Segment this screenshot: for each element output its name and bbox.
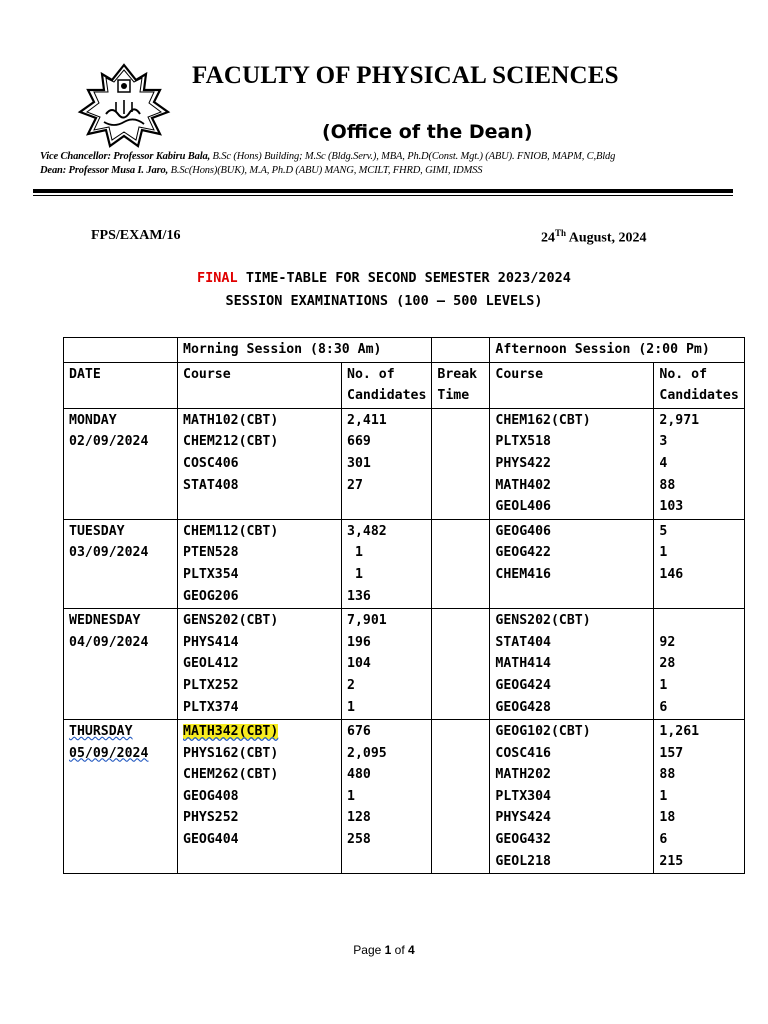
candidate-count: 3 bbox=[659, 434, 668, 450]
memo-date bbox=[541, 228, 647, 247]
candidates-header-line-2: Candidates bbox=[347, 388, 427, 404]
candidate-count: 215 bbox=[659, 853, 684, 869]
morning-courses-cell bbox=[178, 609, 342, 720]
memo-reference: FPS/EXAM/16 bbox=[91, 228, 181, 243]
course-code: PLTX518 bbox=[495, 434, 551, 450]
course-code: GEOG406 bbox=[495, 523, 551, 539]
break-header-line-2: Time bbox=[437, 388, 470, 404]
course-code: PHYS414 bbox=[183, 634, 239, 650]
candidate-count: 4 bbox=[659, 455, 668, 471]
break-time-column-header bbox=[432, 362, 490, 408]
morning-candidates-cell bbox=[342, 609, 432, 720]
timetable-title-line-2: SESSION EXAMINATIONS (100 – 500 LEVELS) bbox=[225, 293, 543, 309]
day-name-text: THURSDAY bbox=[69, 724, 133, 740]
exam-date-text: 05/09/2024 bbox=[69, 745, 149, 761]
course-code: CHEM262(CBT) bbox=[183, 767, 279, 783]
course-code: GEOG408 bbox=[183, 788, 239, 804]
course-code: MATH102(CBT) bbox=[183, 412, 279, 428]
morning-courses-cell bbox=[178, 408, 342, 519]
page-number: 1 bbox=[384, 943, 392, 957]
morning-candidates-cell bbox=[342, 720, 432, 874]
candidate-count: 1 bbox=[659, 788, 668, 804]
course-code: PHYS162(CBT) bbox=[183, 745, 279, 761]
date-rest: August, 2024 bbox=[566, 230, 647, 246]
course-code: STAT408 bbox=[183, 477, 239, 493]
page-total: 4 bbox=[408, 943, 415, 957]
course-code: PHYS252 bbox=[183, 810, 239, 826]
candidate-count: 1 bbox=[347, 566, 363, 582]
candidate-count: 18 bbox=[659, 810, 676, 826]
header-rule-thin bbox=[33, 195, 733, 196]
course-code: GEOG102(CBT) bbox=[495, 724, 591, 740]
course-code: GEOG206 bbox=[183, 588, 239, 604]
break-time-cell bbox=[432, 408, 490, 519]
course-code: MATH402 bbox=[495, 477, 551, 493]
course-code: COSC416 bbox=[495, 745, 551, 761]
course-code: CHEM112(CBT) bbox=[183, 523, 279, 539]
candidate-count: 7,901 bbox=[347, 613, 387, 629]
candidate-count: 2,411 bbox=[347, 412, 387, 428]
break-time-cell bbox=[432, 519, 490, 608]
course-code: COSC406 bbox=[183, 455, 239, 471]
morning-candidates-cell bbox=[342, 519, 432, 608]
afternoon-candidates-cell bbox=[654, 408, 744, 519]
course-code: STAT404 bbox=[495, 634, 551, 650]
candidates-header-line-1: No. of bbox=[347, 366, 395, 382]
candidate-count: 1 bbox=[347, 545, 363, 561]
afternoon-candidates-cell bbox=[654, 609, 744, 720]
candidate-count: 27 bbox=[347, 477, 363, 493]
course-code: GENS202(CBT) bbox=[495, 613, 591, 629]
course-code: GEOL406 bbox=[495, 499, 551, 515]
course-code: GEOG432 bbox=[495, 832, 551, 848]
session-header-row bbox=[64, 338, 745, 363]
university-crest-logo bbox=[76, 62, 172, 150]
course-code: PTEN528 bbox=[183, 545, 239, 561]
candidate-count: 3,482 bbox=[347, 523, 387, 539]
morning-courses-cell bbox=[178, 720, 342, 874]
course-code: PHYS424 bbox=[495, 810, 551, 826]
afternoon-candidates-column-header bbox=[654, 362, 744, 408]
course-code: GEOL218 bbox=[495, 853, 551, 869]
day-date-cell bbox=[64, 720, 178, 874]
day-name bbox=[69, 721, 172, 743]
morning-session-header: Morning Session (8:30 Am) bbox=[178, 338, 432, 363]
candidate-count: 104 bbox=[347, 656, 371, 672]
candidate-count: 196 bbox=[347, 634, 371, 650]
course-code: GEOL412 bbox=[183, 656, 239, 672]
date-suffix: Th bbox=[555, 228, 567, 238]
candidate-count: 92 bbox=[659, 634, 676, 650]
dean-line bbox=[40, 165, 482, 176]
afternoon-session-header: Afternoon Session (2:00 Pm) bbox=[490, 338, 744, 363]
final-word: FINAL bbox=[197, 270, 238, 286]
course-code: PLTX374 bbox=[183, 699, 239, 715]
office-title: (Office of the Dean) bbox=[322, 121, 533, 143]
candidate-count: 88 bbox=[659, 477, 676, 493]
course-code: GEOG428 bbox=[495, 699, 551, 715]
break-time-cell bbox=[432, 720, 490, 874]
exam-date: 02/09/2024 bbox=[69, 434, 149, 450]
candidate-count: 2 bbox=[347, 677, 355, 693]
empty-break-header-cell bbox=[432, 338, 490, 363]
highlighted-course-code: MATH342(CBT) bbox=[183, 724, 279, 740]
afternoon-course-column-header: Course bbox=[490, 362, 654, 408]
candidate-count: 301 bbox=[347, 455, 371, 471]
course-code: PLTX304 bbox=[495, 788, 551, 804]
course-code: CHEM162(CBT) bbox=[495, 412, 591, 428]
exam-date: 04/09/2024 bbox=[69, 634, 149, 650]
dean-name: Dean: Professor Musa I. Jaro, bbox=[40, 165, 169, 176]
exam-timetable bbox=[63, 337, 745, 874]
page-word: Page bbox=[353, 943, 382, 957]
dean-qualifications: B.Sc(Hons)(BUK), M.A, Ph.D (ABU) MANG, MCILT, FHRD, GIMI, IDMSS bbox=[170, 165, 483, 176]
course-code: GENS202(CBT) bbox=[183, 613, 279, 629]
title-line-1-rest: TIME-TABLE FOR SECOND SEMESTER 2023/2024 bbox=[237, 270, 571, 286]
course-code: GEOG424 bbox=[495, 677, 551, 693]
empty-header-cell bbox=[64, 338, 178, 363]
candidates-header-line-2: Candidates bbox=[659, 388, 739, 404]
of-word: of bbox=[394, 943, 405, 957]
morning-candidates-cell bbox=[342, 408, 432, 519]
candidate-count: 88 bbox=[659, 767, 676, 783]
date-column-header: DATE bbox=[64, 362, 178, 408]
candidate-count: 676 bbox=[347, 724, 371, 740]
vc-name: Vice Chancellor: Professor Kabiru Bala, bbox=[40, 151, 211, 162]
candidate-count: 128 bbox=[347, 810, 371, 826]
break-time-cell bbox=[432, 609, 490, 720]
afternoon-candidates-cell bbox=[654, 720, 744, 874]
break-header-line-1: Break bbox=[437, 366, 478, 382]
candidates-header-line-1: No. of bbox=[659, 366, 708, 382]
candidate-count: 1,261 bbox=[659, 724, 700, 740]
afternoon-candidates-cell bbox=[654, 519, 744, 608]
day-row bbox=[64, 609, 745, 720]
column-header-row bbox=[64, 362, 745, 408]
exam-date: 03/09/2024 bbox=[69, 545, 149, 561]
day-date-cell bbox=[64, 609, 178, 720]
day-date-cell bbox=[64, 408, 178, 519]
candidate-count: 1 bbox=[347, 788, 355, 804]
candidate-count bbox=[659, 610, 738, 632]
afternoon-courses-cell bbox=[490, 720, 654, 874]
candidate-count: 103 bbox=[659, 499, 684, 515]
day-row bbox=[64, 519, 745, 608]
candidate-count: 669 bbox=[347, 434, 371, 450]
candidate-count: 258 bbox=[347, 832, 371, 848]
timetable-title-line-1 bbox=[0, 270, 768, 286]
candidate-count: 1 bbox=[659, 677, 668, 693]
course-code bbox=[183, 721, 336, 743]
candidate-count: 28 bbox=[659, 656, 676, 672]
day-date-cell bbox=[64, 519, 178, 608]
candidate-count: 157 bbox=[659, 745, 684, 761]
vice-chancellor-line bbox=[40, 151, 615, 162]
vc-qualifications: B.Sc (Hons) Building; M.Sc (Bldg.Serv.), MBA, Ph.D(Const. Mgt.) (ABU). FNIOB, MAPM, C,Bldg bbox=[212, 151, 616, 162]
course-code: PHYS422 bbox=[495, 455, 551, 471]
candidate-count: 1 bbox=[659, 545, 668, 561]
candidate-count: 2,971 bbox=[659, 412, 700, 428]
morning-courses-cell bbox=[178, 519, 342, 608]
course-code: PLTX354 bbox=[183, 566, 239, 582]
candidate-count: 6 bbox=[659, 832, 668, 848]
course-code: PLTX252 bbox=[183, 677, 239, 693]
day-row bbox=[64, 720, 745, 874]
candidate-count: 146 bbox=[659, 566, 684, 582]
candidate-count: 5 bbox=[659, 523, 668, 539]
candidate-count: 136 bbox=[347, 588, 371, 604]
candidate-count: 480 bbox=[347, 767, 371, 783]
course-code: MATH202 bbox=[495, 767, 551, 783]
morning-candidates-column-header bbox=[342, 362, 432, 408]
day-name: WEDNESDAY bbox=[69, 613, 141, 629]
exam-date bbox=[69, 743, 172, 765]
morning-course-column-header: Course bbox=[178, 362, 342, 408]
afternoon-courses-cell bbox=[490, 408, 654, 519]
date-day: 24 bbox=[541, 230, 555, 246]
course-code: CHEM212(CBT) bbox=[183, 434, 279, 450]
faculty-title: FACULTY OF PHYSICAL SCIENCES bbox=[192, 62, 619, 89]
candidate-count: 1 bbox=[347, 699, 355, 715]
afternoon-courses-cell bbox=[490, 519, 654, 608]
day-row bbox=[64, 408, 745, 519]
afternoon-courses-cell bbox=[490, 609, 654, 720]
course-code: CHEM416 bbox=[495, 566, 551, 582]
candidate-count: 2,095 bbox=[347, 745, 387, 761]
candidate-count: 6 bbox=[659, 699, 668, 715]
day-name: TUESDAY bbox=[69, 523, 125, 539]
day-name: MONDAY bbox=[69, 412, 117, 428]
header-rule-thick bbox=[33, 189, 733, 193]
course-code: GEOG404 bbox=[183, 832, 239, 848]
page-footer bbox=[0, 943, 768, 957]
course-code: MATH414 bbox=[495, 656, 551, 672]
course-code: GEOG422 bbox=[495, 545, 551, 561]
